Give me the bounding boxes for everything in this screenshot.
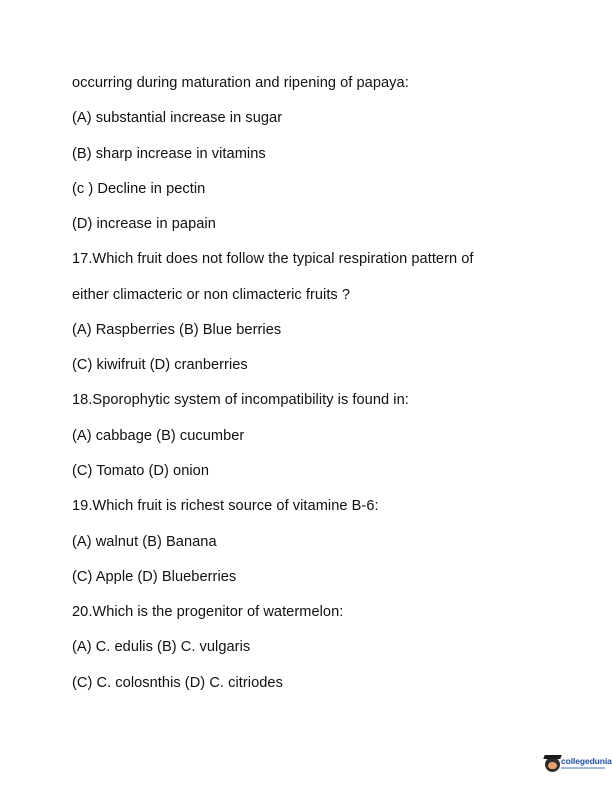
question-17: 17.Which fruit does not follow the typical respiration pattern of	[72, 251, 474, 267]
option-16-c: (c ) Decline in pectin	[72, 181, 206, 197]
question-18: 18.Sporophytic system of incompatibility is found in:	[72, 392, 409, 408]
options-18-c-d: (C) Tomato (D) onion	[72, 463, 209, 479]
options-20-a-b: (A) C. edulis (B) C. vulgaris	[72, 639, 251, 655]
graduation-cap-icon	[543, 755, 561, 759]
options-18-a-b: (A) cabbage (B) cucumber	[72, 428, 245, 444]
option-16-d: (D) increase in papain	[72, 216, 216, 232]
question-17-continued: either climacteric or non climacteric fruits ?	[72, 287, 351, 303]
text-line-question-16-continued: occurring during maturation and ripening of papaya:	[72, 75, 409, 91]
option-16-b: (B) sharp increase in vitamins	[72, 146, 266, 162]
options-19-c-d: (C) Apple (D) Blueberries	[72, 569, 237, 585]
logo-tagline-mark	[561, 767, 605, 769]
collegedunia-logo	[545, 754, 612, 776]
question-20: 20.Which is the progenitor of watermelon:	[72, 604, 344, 620]
options-20-c-d: (C) C. colosnthis (D) C. citriodes	[72, 675, 283, 691]
options-17-a-b: (A) Raspberries (B) Blue berries	[72, 322, 282, 338]
option-16-a: (A) substantial increase in sugar	[72, 110, 283, 126]
logo-text: collegedunia	[561, 756, 612, 766]
question-19: 19.Which fruit is richest source of vitamine B-6:	[72, 498, 379, 514]
graduate-face-icon	[545, 757, 560, 772]
options-19-a-b: (A) walnut (B) Banana	[72, 534, 217, 550]
options-17-c-d: (C) kiwifruit (D) cranberries	[72, 357, 248, 373]
